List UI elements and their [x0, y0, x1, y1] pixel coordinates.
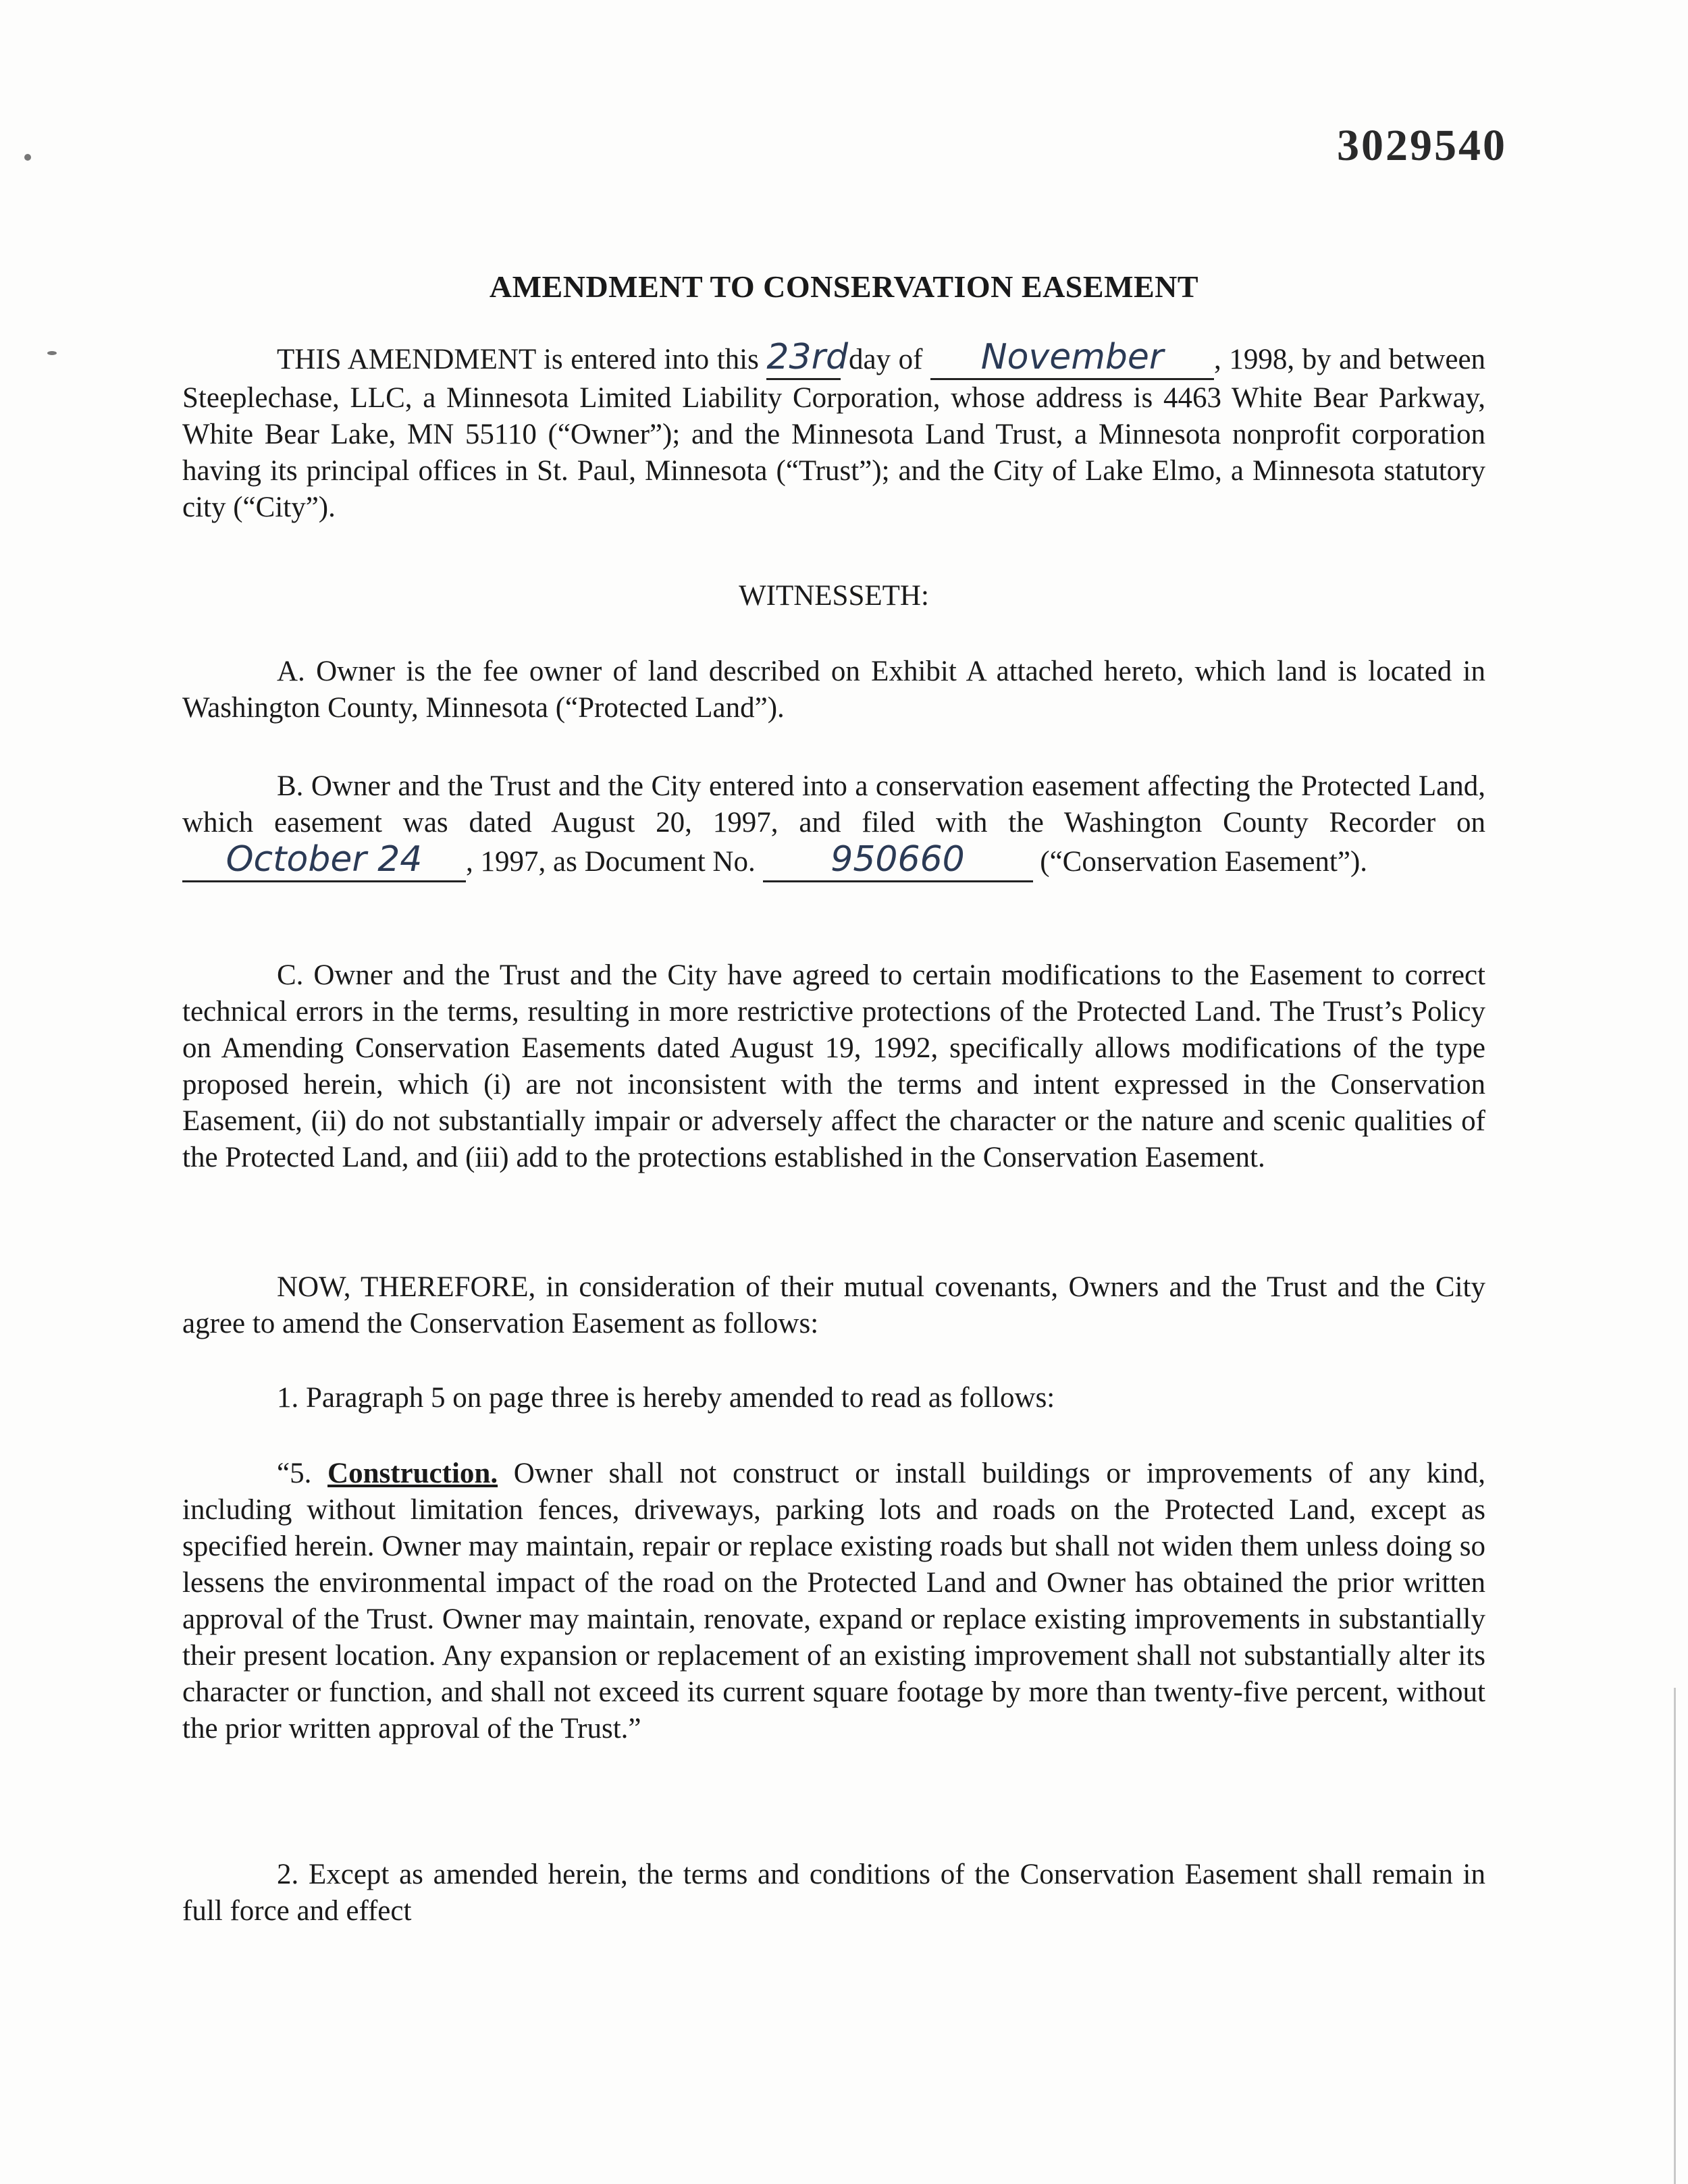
- scan-edge-line: [1674, 1688, 1676, 2184]
- paragraph-5-text: Owner shall not construct or install buildings or improvements of any kind, including without limitation fences, driveways, parking lots and roads on the Protected Land, except as specified herein. Owner may maintain, repair or replace existing roads but shall not widen them unless doing so lessens the environmental impact of the road on the Protected Land and Owner has obtained the prior written approval of the Trust. Owner may maintain, renovate, expand or replace existing improvements in substantially their present location. Any expansion or replacement of an existing improvement shall not substantially alter its character or function, and shall not exceed its current square footage by more than twenty-five percent, without the prior written approval of the Trust.”: [182, 1458, 1485, 1744]
- month-handwritten: November: [980, 337, 1164, 377]
- intro-paragraph: [182, 339, 1485, 526]
- scan-speck: [24, 154, 31, 161]
- paragraph-b-text1: B. Owner and the Trust and the City entered into a conservation easement affecting the Protected Land, which easement was dated August 20, 1997, and filed with the Washington County Recorder on: [182, 770, 1485, 838]
- intro-lead: THIS AMENDMENT is entered into this: [277, 344, 759, 375]
- recorded-date-blank: [182, 841, 466, 882]
- scan-speck: [47, 351, 57, 355]
- item-1: 1. Paragraph 5 on page three is hereby amended to read as follows:: [277, 1382, 1055, 1414]
- item-2: 2. Except as amended herein, the terms and conditions of the Conservation Easement shall remain in full force and effect: [182, 1859, 1485, 1927]
- paragraph-5-prefix: “5.: [277, 1458, 312, 1489]
- day-blank: [766, 337, 848, 380]
- document-number-blank: [763, 841, 1033, 882]
- paragraph-5: [182, 1456, 1485, 1747]
- paragraph-c: C. Owner and the Trust and the City have agreed to certain modifications to the Easement to correct technical errors in the terms, resulting in more restrictive protections of the Protected Land. The Trust’s Policy on Amending Conservation Easements dated August 19, 1992, specifically allows modifications of the type proposed herein, which (i) are not inconsistent with the terms and intent expressed in the Conservation Easement, (ii) do not substantially impair or adversely affect the character or the nature and scenic qualities of the Protected Land, and (iii) add to the protections established in the Conservation Easement.: [182, 959, 1485, 1173]
- month-blank: [930, 339, 1214, 380]
- intro-rest: , 1998, by and between Steeplechase, LLC, a Minnesota Limited Liability Corporation, whose address is 4463 White Bear Parkway, White Bear Lake, MN 55110 (“Owner”); and the Minnesota Land Trust, a Minnesota nonprofit corporation having its principal offices in St. Paul, Minnesota (“Trust”); and the City of Lake Elmo, a Minnesota statutory city (“City”).: [182, 344, 1486, 523]
- paragraph-b-text3: (“Conservation Easement”).: [1040, 846, 1368, 878]
- paragraph-a: A. Owner is the fee owner of land described on Exhibit A attached hereto, which land is located in Washington County, Minnesota (“Protected Land”).: [182, 656, 1485, 724]
- paragraph-5-heading: Construction.: [327, 1458, 498, 1489]
- now-therefore-paragraph: NOW, THEREFORE, in consideration of their mutual covenants, Owners and the Trust and the City agree to amend the Conservation Easement as follows:: [182, 1271, 1485, 1339]
- intro-mid: day of: [848, 344, 923, 375]
- day-handwritten: 23rd: [766, 337, 848, 377]
- document-number: 3029540: [1337, 121, 1507, 170]
- document-title: AMENDMENT TO CONSERVATION EASEMENT: [489, 269, 1199, 304]
- paragraph-b-text2: , 1997, as Document No.: [466, 846, 756, 878]
- witnesseth-heading: WITNESSETH:: [739, 580, 929, 612]
- paragraph-b: [182, 768, 1485, 882]
- recorded-date-handwritten: October 24: [226, 839, 423, 880]
- document-number-handwritten: 950660: [830, 839, 965, 880]
